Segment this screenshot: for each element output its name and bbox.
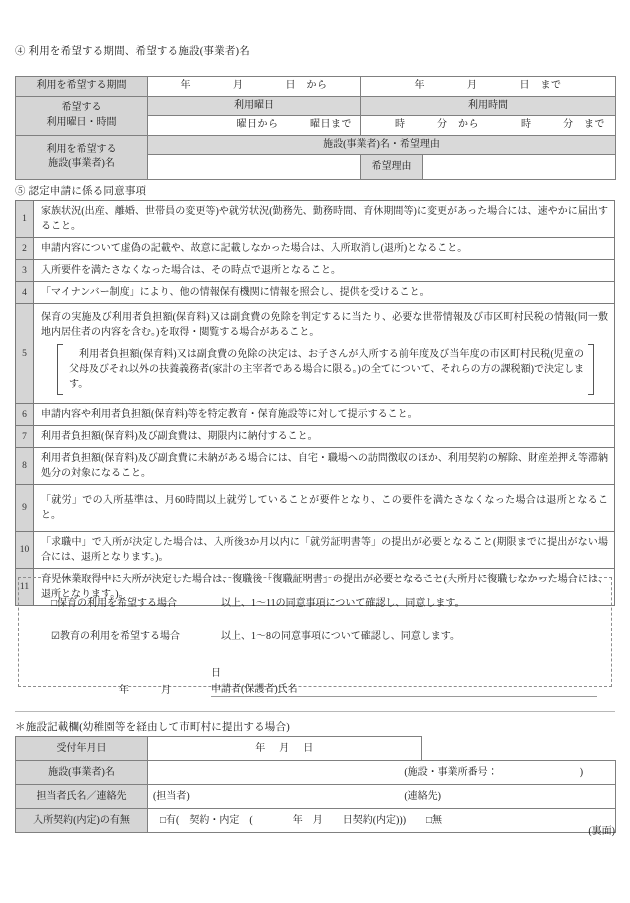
consent-row-text-group	[34, 304, 615, 404]
table-row-facility-name	[16, 761, 616, 785]
consent-row	[16, 426, 615, 448]
agreement-option-label: 教育の利用を希望する場合	[59, 631, 180, 642]
signature-name-wrap	[211, 664, 597, 697]
consent-row	[16, 201, 615, 238]
agreement-statement: 以上、1～8の同意事項について確認し、同意します。	[221, 631, 460, 642]
footer-note	[15, 822, 617, 837]
signature-day-label: 日	[211, 668, 221, 679]
section-divider	[15, 711, 615, 712]
agreement-statement: 以上、1～11の同意事項について確認し、同意します。	[221, 598, 465, 609]
section5-table-wrap	[15, 200, 615, 606]
signature-date[interactable]	[119, 681, 203, 697]
reason-field[interactable]	[423, 155, 616, 180]
period-facility-table	[15, 76, 616, 180]
table-row-daytime-header	[16, 96, 616, 116]
time-value-field[interactable]: 時 分 から 時 分 まで	[361, 116, 616, 136]
agreement-option-education[interactable]	[33, 627, 221, 642]
consent-row-number: 10	[16, 532, 34, 569]
agreement-option-childcare[interactable]	[33, 594, 221, 609]
consent-row-text: 利用者負担額(保育料)及び副食費は、期限内に納付すること。	[34, 426, 615, 448]
consent-row	[16, 282, 615, 304]
consent-row-number: 9	[16, 485, 34, 532]
receipt-date-field[interactable]: 年 月 日	[148, 737, 422, 761]
consent-row-text: 育児休業取得中に入所が決定した場合は、復職後「復職証明書」の提出が必要となること(入所月に復職しなかった場合には、退所となります。)。	[34, 569, 615, 606]
consent-row-number: 8	[16, 448, 34, 485]
consent-row	[16, 238, 615, 260]
table-row-period	[16, 77, 616, 97]
contract-value-field[interactable]: □有( 契約・内定 ( 年 月 日契約(内定))) □無	[148, 809, 616, 833]
consent-row	[16, 304, 615, 404]
consent-row-text: 申請内容について虚偽の記載や、故意に記載しなかった場合は、入所取消し(退所)となること。	[34, 238, 615, 260]
consent-row	[16, 532, 615, 569]
day-header: 利用曜日	[148, 96, 361, 116]
agreement-option-row[interactable]	[33, 627, 597, 642]
consent-row	[16, 404, 615, 426]
facility-name-input-cell[interactable]	[148, 761, 616, 785]
section5-heading	[15, 186, 615, 199]
signature-month-label: 月	[161, 685, 171, 696]
facility-name-field[interactable]	[148, 155, 361, 180]
facility-section-heading	[15, 722, 615, 735]
facility-number-close: )	[579, 766, 584, 778]
time-header: 利用時間	[361, 96, 616, 116]
consent-row-text: 「マイナンバー制度」により、他の情報保有機関に情報を照会し、提供を受けること。	[34, 282, 615, 304]
consent-row-number: 1	[16, 201, 34, 238]
agreement-option-label: 保育の利用を希望する場合	[57, 598, 178, 609]
daytime-label-line1: 希望する	[61, 102, 102, 113]
period-label: 利用を希望する期間	[16, 77, 148, 97]
facility-table-wrap	[15, 736, 615, 833]
consent-row-text: 利用者負担額(保育料)及び副食費に未納がある場合には、自宅・職場への訪問徴収のほか、利用契約の解除、財産差押え等滞納処分の対象になること。	[34, 448, 615, 485]
facility-record-table	[15, 736, 616, 833]
receipt-date-label: 受付年月日	[16, 737, 148, 761]
signature-year-label: 年	[119, 685, 129, 696]
signature-name-field[interactable]: 申請者(保護者)氏名	[211, 680, 597, 697]
daytime-label	[16, 96, 148, 135]
consent-row	[16, 448, 615, 485]
consent-row-text: 「求職中」で入所が決定した場合は、入所後3か月以内に「就労証明書等」の提出が必要となること(期限までに提出がない場合には、退所となります。)。	[34, 532, 615, 569]
consent-row	[16, 485, 615, 532]
agreement-option-row[interactable]	[33, 594, 597, 609]
consent-items-table	[15, 200, 615, 606]
facility-number-label: (施設・事業所番号：	[404, 766, 498, 778]
period-to-field[interactable]: 年 月 日 まで	[361, 77, 616, 97]
consent-row-text: 入所要件を満たさなくなった場合は、その時点で退所となること。	[34, 260, 615, 282]
signature-block	[33, 664, 597, 697]
table-row-receipt-date	[16, 737, 616, 761]
section5-heading-text: ⑤ 認定申請に係る同意事項	[15, 186, 147, 197]
facility-section-heading-text: ＊施設記載欄(幼稚園等を経由して市町村に提出する場合)	[15, 722, 290, 733]
receipt-row-filler	[422, 737, 616, 761]
consent-row-text: 「就労」での入所基準は、月60時間以上就労していることが要件となり、この要件を満たさなくなった場合は退所となること。	[34, 485, 615, 532]
section4-table-wrap	[15, 76, 615, 180]
consent-row-number: 2	[16, 238, 34, 260]
consent-row-number: 11	[16, 569, 34, 606]
consent-row-number: 7	[16, 426, 34, 448]
consent-row	[16, 260, 615, 282]
contact-input-cell[interactable]	[148, 785, 616, 809]
facility-label-line1: 利用を希望する	[46, 143, 117, 155]
consent-row-number: 5	[16, 304, 34, 404]
agreement-panel	[18, 577, 612, 696]
reason-label: 希望理由	[361, 155, 423, 180]
table-row-contact	[16, 785, 616, 809]
consent-row-text: 保育の実施及び利用者負担額(保育料)又は副食費の免除を判定するに当たり、必要な世帯情報及び市区町村民税の情報(同一敷地内居住者の内容を含む。)を取得・閲覧する場合があること。	[41, 312, 608, 338]
facility-name-label: 施設(事業者)名	[16, 761, 148, 785]
contact-label: 担当者氏名／連絡先	[16, 785, 148, 809]
consent-row-note: 利用者負担額(保育料)又は副食費の免除の決定は、お子さんが入所する前年度及び当年度の市区町村民税(児童の父母及びそれ以外の扶養義務者(家計の主宰者である場合に限る。)の全てについて、それらの方の課税額)で決定します。	[57, 344, 594, 395]
daytime-label-line2: 利用曜日・時間	[46, 116, 117, 128]
facility-reason-header: 施設(事業者)名・希望理由	[148, 135, 616, 155]
table-row-facility-header	[16, 135, 616, 155]
checkbox-checked-icon[interactable]: ☑	[51, 631, 60, 642]
section4-heading	[15, 46, 615, 59]
footer-note-text: (裏面)	[588, 826, 615, 837]
consent-row-number: 3	[16, 260, 34, 282]
contact-person-label: (担当者)	[153, 790, 190, 802]
facility-label	[16, 135, 148, 180]
consent-row-text: 申請内容や利用者負担額(保育料)等を特定教育・保育施設等に対して提示すること。	[34, 404, 615, 426]
consent-row-text: 家族状況(出産、離婚、世帯員の変更等)や就労状況(勤務先、勤務時間、育休期間等)に変更があった場合には、速やかに届出すること。	[34, 201, 615, 238]
contact-info-label: (連絡先)	[404, 790, 442, 802]
consent-row-number: 6	[16, 404, 34, 426]
facility-label-line2: 施設(事業者)名	[48, 158, 115, 170]
day-value-field[interactable]: 曜日から 曜日まで	[148, 116, 361, 136]
period-from-field[interactable]: 年 月 日 から	[148, 77, 361, 97]
contract-label: 入所契約(内定)の有無	[16, 809, 148, 833]
checkbox-unchecked-icon[interactable]: □	[51, 598, 58, 609]
consent-row-number: 4	[16, 282, 34, 304]
section4-heading-text: ④ 利用を希望する期間、希望する施設(事業者)名	[15, 46, 250, 57]
